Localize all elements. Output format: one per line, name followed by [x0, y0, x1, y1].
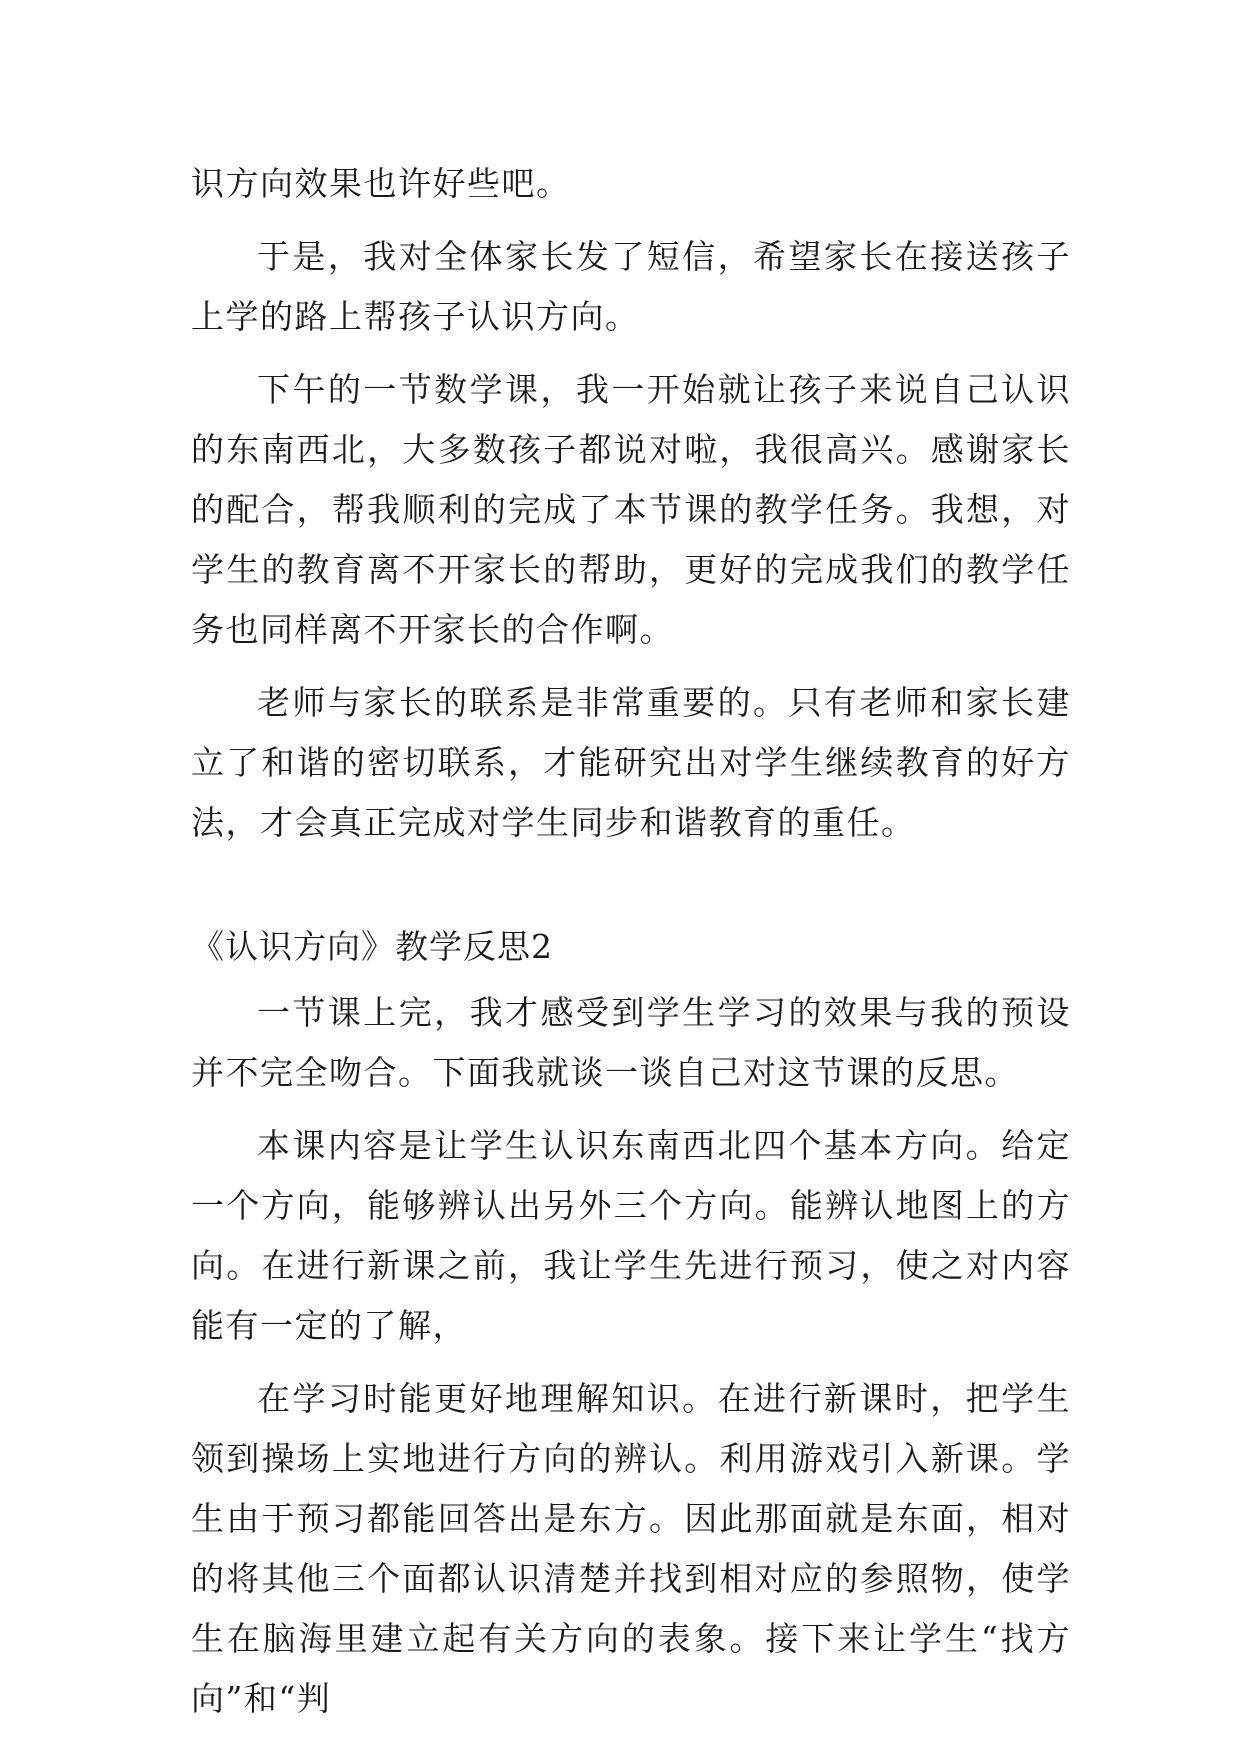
paragraph: 本课内容是让学生认识东南西北四个基本方向。给定一个方向，能够辨认出另外三个方向。能辨认地图上的方向。在进行新课之前，我让学生先进行预习，使之对内容能有一定的了解， [191, 1126, 1071, 1345]
paragraph: 在学习时能更好地理解知识。在进行新课时，把学生领到操场上实地进行方向的辨认。利用游戏引入新课。学生由于预习都能回答出是东方。因此那面就是东面，相对的将其他三个面都认识清楚并找到相对应的参照物，使学生在脑海里建立起有关方向的表象。接下来让学生“找方向”和“判 [191, 1379, 1071, 1718]
paragraph: 下午的一节数学课，我一开始就让孩子来说自己认识的东南西北，大多数孩子都说对啦，我很高兴。感谢家长的配合，帮我顺利的完成了本节课的教学任务。我想，对学生的教育离不开家长的帮助，更好的完成我们的教学任务也同样离不开家长的合作啊。 [191, 370, 1071, 649]
section-heading: 《认识方向》教学反思2 [191, 927, 553, 966]
paragraph: 一节课上完，我才感受到学生学习的效果与我的预设并不完全吻合。下面我就谈一谈自己对这节课的反思。 [191, 993, 1071, 1092]
paragraph: 于是，我对全体家长发了短信，希望家长在接送孩子上学的路上帮孩子认识方向。 [191, 237, 1071, 336]
paragraph-continuation: 识方向效果也许好些吧。 [191, 164, 571, 203]
paragraph: 老师与家长的联系是非常重要的。只有老师和家长建立了和谐的密切联系，才能研究出对学生继续教育的好方法，才会真正完成对学生同步和谐教育的重任。 [191, 683, 1071, 842]
document-body [191, 154, 1071, 1742]
